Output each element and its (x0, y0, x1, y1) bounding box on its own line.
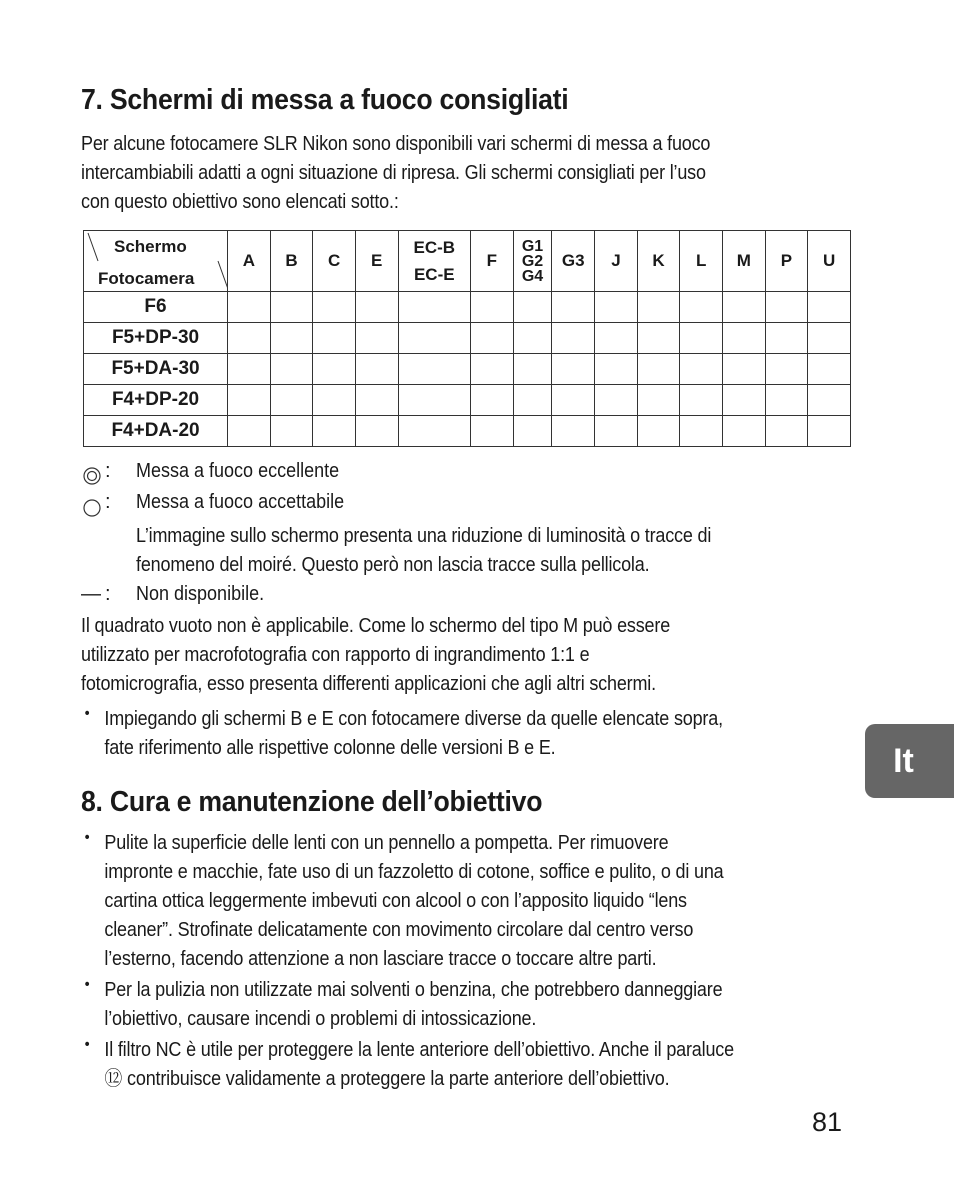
camera-cell: F4+DA-20 (84, 416, 228, 447)
legend-unavailable (81, 583, 851, 614)
bullet-dot: • (84, 705, 90, 722)
legend-text: Messa a fuoco eccellente (136, 460, 340, 482)
circle-icon (81, 495, 103, 517)
column-header: C (313, 231, 356, 292)
column-header: B (270, 231, 313, 292)
column-header: A (228, 231, 271, 292)
bullet-line: Per la pulizia non utilizzate mai solventi o benzina, che potrebbero danneggiare (104, 979, 723, 1001)
table-row (84, 416, 851, 447)
bullet-line: l’obiettivo, causare incendi o problemi di intossicazione. (104, 1008, 537, 1030)
corner-label-schermo: Schermo (114, 237, 187, 256)
list-item (81, 976, 792, 1034)
table-row (84, 385, 851, 416)
legend-acceptable-note (136, 522, 847, 580)
column-header: EC-B (413, 238, 456, 257)
camera-cell: F5+DP-30 (84, 323, 228, 354)
bullet-dot: • (84, 1036, 90, 1053)
column-header: K (637, 231, 680, 292)
intro-line: con questo obiettivo sono elencati sotto.: (81, 191, 399, 213)
legend-acceptable (81, 491, 851, 522)
list-item (81, 1036, 792, 1094)
legend-colon: : (105, 460, 111, 482)
legend-excellent (81, 460, 851, 491)
empty-square-note (81, 612, 850, 699)
camera-cell: F6 (84, 292, 228, 323)
column-header: G3 (552, 231, 595, 292)
bullet-line: l’esterno, facendo attenzione a non lasciare tracce o toccare altre parti. (104, 948, 657, 970)
double-circle-icon (81, 464, 103, 486)
note-line: fenomeno del moiré. Questo però non lascia tracce sulla pellicola. (136, 554, 650, 576)
section-7-title: 7. Schermi di messa a fuoco consigliati (81, 84, 569, 116)
legend-text: Messa a fuoco accettabile (136, 491, 345, 513)
bullet-dot: • (84, 829, 90, 846)
column-header: EC-E (413, 265, 455, 284)
column-header: M (722, 231, 765, 292)
language-tab: It (865, 724, 954, 798)
note-line: L’immagine sullo schermo presenta una riduzione di luminosità o tracce di (136, 525, 712, 547)
column-header: F (471, 231, 514, 292)
column-header-g (513, 231, 552, 292)
section-8-bullets (81, 829, 792, 1096)
camera-cell: F5+DA-30 (84, 354, 228, 385)
bullet-line: Il filtro NC è utile per proteggere la lente anteriore dell’obiettivo. Anche il paraluce (104, 1039, 734, 1061)
corner-label-fotocamera: Fotocamera (98, 269, 195, 288)
note-line: Il quadrato vuoto non è applicabile. Come lo schermo del tipo M può essere (81, 615, 671, 637)
bullet-line: Pulite la superficie delle lenti con un pennello a pompetta. Per rimuovere (104, 832, 669, 854)
section-7-bullets (81, 705, 850, 765)
table-row (84, 354, 851, 385)
column-header: U (808, 231, 851, 292)
bullet-dot: • (84, 976, 90, 993)
table-header-row (84, 231, 851, 292)
bullet-line: Impiegando gli schermi B e E con fotocamere diverse da quelle elencate sopra, (104, 708, 723, 730)
column-header: P (765, 231, 808, 292)
legend-colon: : (105, 583, 111, 605)
intro-line: Per alcune fotocamere SLR Nikon sono disponibili vari schermi di messa a fuoco (81, 133, 711, 155)
column-header: G1 (521, 237, 544, 255)
bullet-line: impronte e macchie, fate uso di un fazzoletto di cotone, soffice e pulito, o di una (104, 861, 724, 883)
table-row (84, 292, 851, 323)
column-header: G4 (521, 267, 544, 285)
legend-colon: : (105, 491, 111, 513)
column-header: L (680, 231, 723, 292)
bullet-line: ⑫ contribuisce validamente a proteggere la parte anteriore dell’obiettivo. (104, 1068, 670, 1090)
column-header: J (595, 231, 638, 292)
bullet-line: fate riferimento alle rispettive colonne delle versioni B e E. (104, 737, 556, 759)
focusing-screen-table (83, 230, 851, 447)
legend-text: Non disponibile. (136, 583, 265, 605)
camera-cell: F4+DP-20 (84, 385, 228, 416)
table-legend (81, 460, 851, 614)
bullet-line: cartina ottica leggermente imbevuti con alcool o con l’apposito liquido “lens (104, 890, 687, 912)
section-7-intro (81, 130, 850, 217)
section-8-title: 8. Cura e manutenzione dell’obiettivo (81, 786, 543, 818)
list-item (81, 829, 792, 974)
column-header: G2 (521, 252, 544, 270)
column-header-ec (398, 231, 470, 292)
note-line: fotomicrografia, esso presenta differenti applicazioni che agli altri schermi. (81, 673, 656, 695)
page-number: 81 (812, 1107, 843, 1137)
intro-line: intercambiabili adatti a ogni situazione di ripresa. Gli schermi consigliati per l’uso (81, 162, 706, 184)
note-line: utilizzato per macrofotografia con rapporto di ingrandimento 1:1 e (81, 644, 590, 666)
table-corner-cell (84, 231, 228, 292)
dash-symbol: — (81, 583, 101, 605)
list-item (81, 705, 850, 763)
bullet-line: cleaner”. Strofinate delicatamente con movimento circolare dal centro verso (104, 919, 694, 941)
table-row (84, 323, 851, 354)
column-header: E (355, 231, 398, 292)
